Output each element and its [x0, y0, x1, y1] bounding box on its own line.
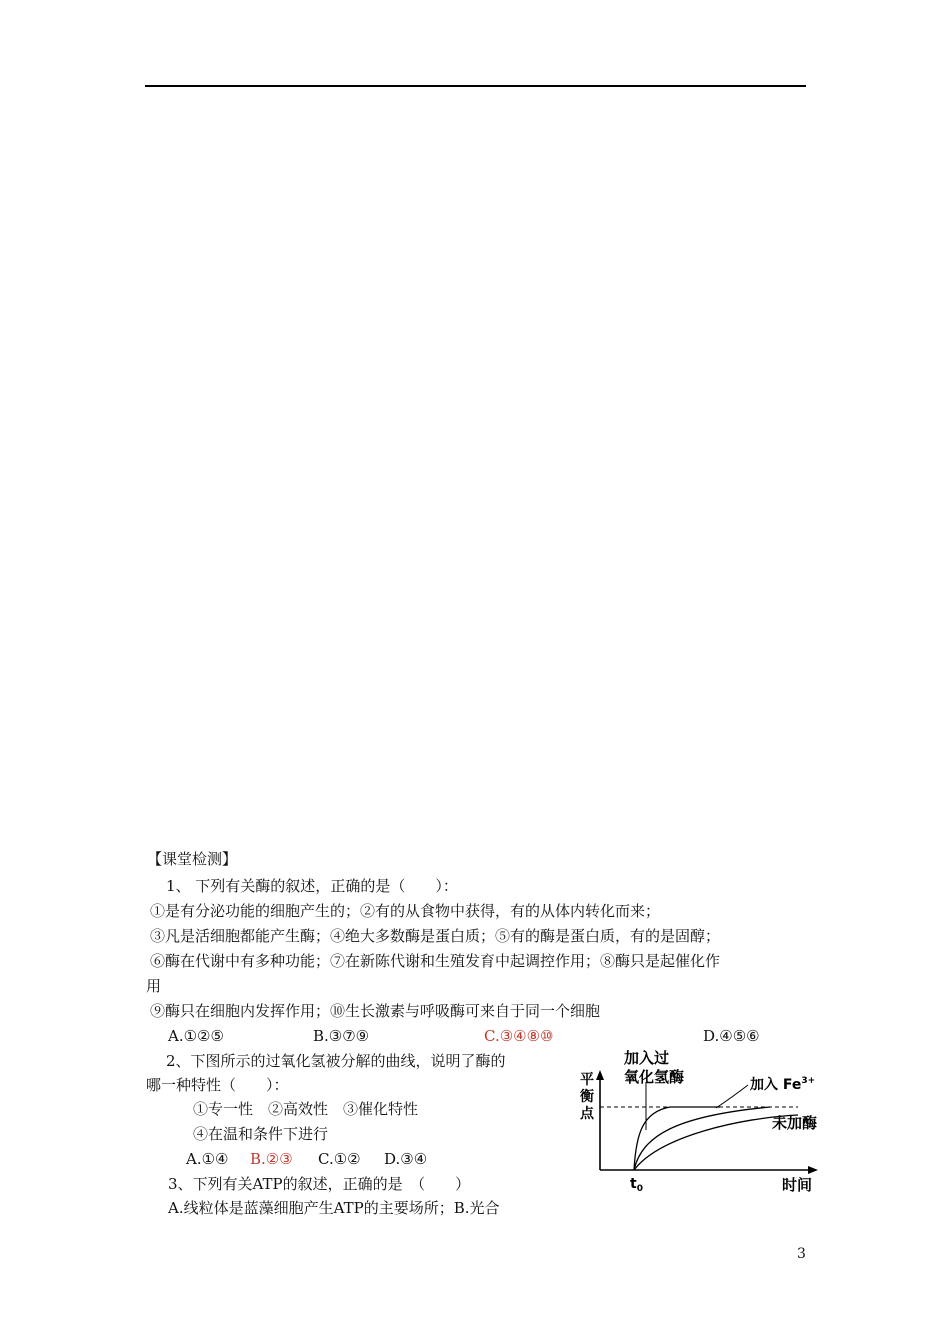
curve-label-enzyme-2: 氧化氢酶	[624, 1068, 685, 1086]
q1-statement-3-cont: 用	[146, 977, 162, 995]
q2-stem: 2、下图所示的过氧化氢被分解的曲线，说明了酶的	[166, 1052, 506, 1070]
q2-option-a: A.①④	[186, 1150, 229, 1168]
header-rule	[145, 85, 806, 87]
t0-label: $t_0$	[630, 1176, 643, 1194]
q2-options-line-1: ①专一性 ②高效性 ③催化特性	[193, 1100, 419, 1118]
q1-option-d: D.④⑤⑥	[703, 1027, 760, 1045]
q1-option-a: A.①②⑤	[168, 1027, 224, 1045]
q1-option-b: B.③⑦⑨	[313, 1027, 370, 1045]
q1-statement-2: ③凡是活细胞都能产生酶；④绝大多数酶是蛋白质；⑤有的酶是蛋白质，有的是固醇；	[150, 927, 721, 945]
q1-stem: 1、 下列有关酶的叙述，正确的是（ ）：	[166, 877, 458, 895]
y-axis-label-1: 平	[580, 1072, 594, 1088]
hydrogen-peroxide-curve-figure	[570, 1040, 835, 1195]
q3-option-a: A.线粒体是蓝藻细胞产生ATP的主要场所；B.光合	[168, 1199, 500, 1217]
q1-statement-1: ①是有分泌功能的细胞产生的；②有的从食物中获得，有的从体内转化而来；	[150, 902, 661, 920]
q2-stem-cont: 哪一种特性（ ）：	[146, 1076, 289, 1094]
q3-stem: 3、下列有关ATP的叙述，正确的是 （ ）	[168, 1175, 471, 1193]
curve-label-fe: 加入 $Fe^{3+}$	[750, 1076, 816, 1093]
y-axis-label-2: 衡	[580, 1089, 594, 1105]
page-number: 3	[797, 1246, 806, 1262]
curve-label-enzyme-1: 加入过	[624, 1049, 670, 1067]
section-title: 【课堂检测】	[147, 850, 238, 868]
q2-options-line-2: ④在温和条件下进行	[193, 1125, 329, 1143]
q1-statement-3: ⑥酶在代谢中有多种功能；⑦在新陈代谢和生殖发育中起调控作用；⑧酶只是起催化作	[150, 952, 721, 970]
curve-label-no-enzyme: 未加酶	[772, 1114, 818, 1132]
q2-option-c: C.①②	[318, 1150, 361, 1168]
q1-statement-4: ⑨酶只在细胞内发挥作用；⑩生长激素与呼吸酶可来自于同一个细胞	[150, 1002, 601, 1020]
x-axis-label: 时间	[782, 1176, 813, 1194]
y-axis-label-3: 点	[580, 1106, 594, 1122]
q2-option-d: D.③④	[384, 1150, 428, 1168]
q1-option-c: C.③④⑧⑩	[484, 1027, 554, 1045]
q2-option-b: B.②③	[250, 1150, 293, 1168]
